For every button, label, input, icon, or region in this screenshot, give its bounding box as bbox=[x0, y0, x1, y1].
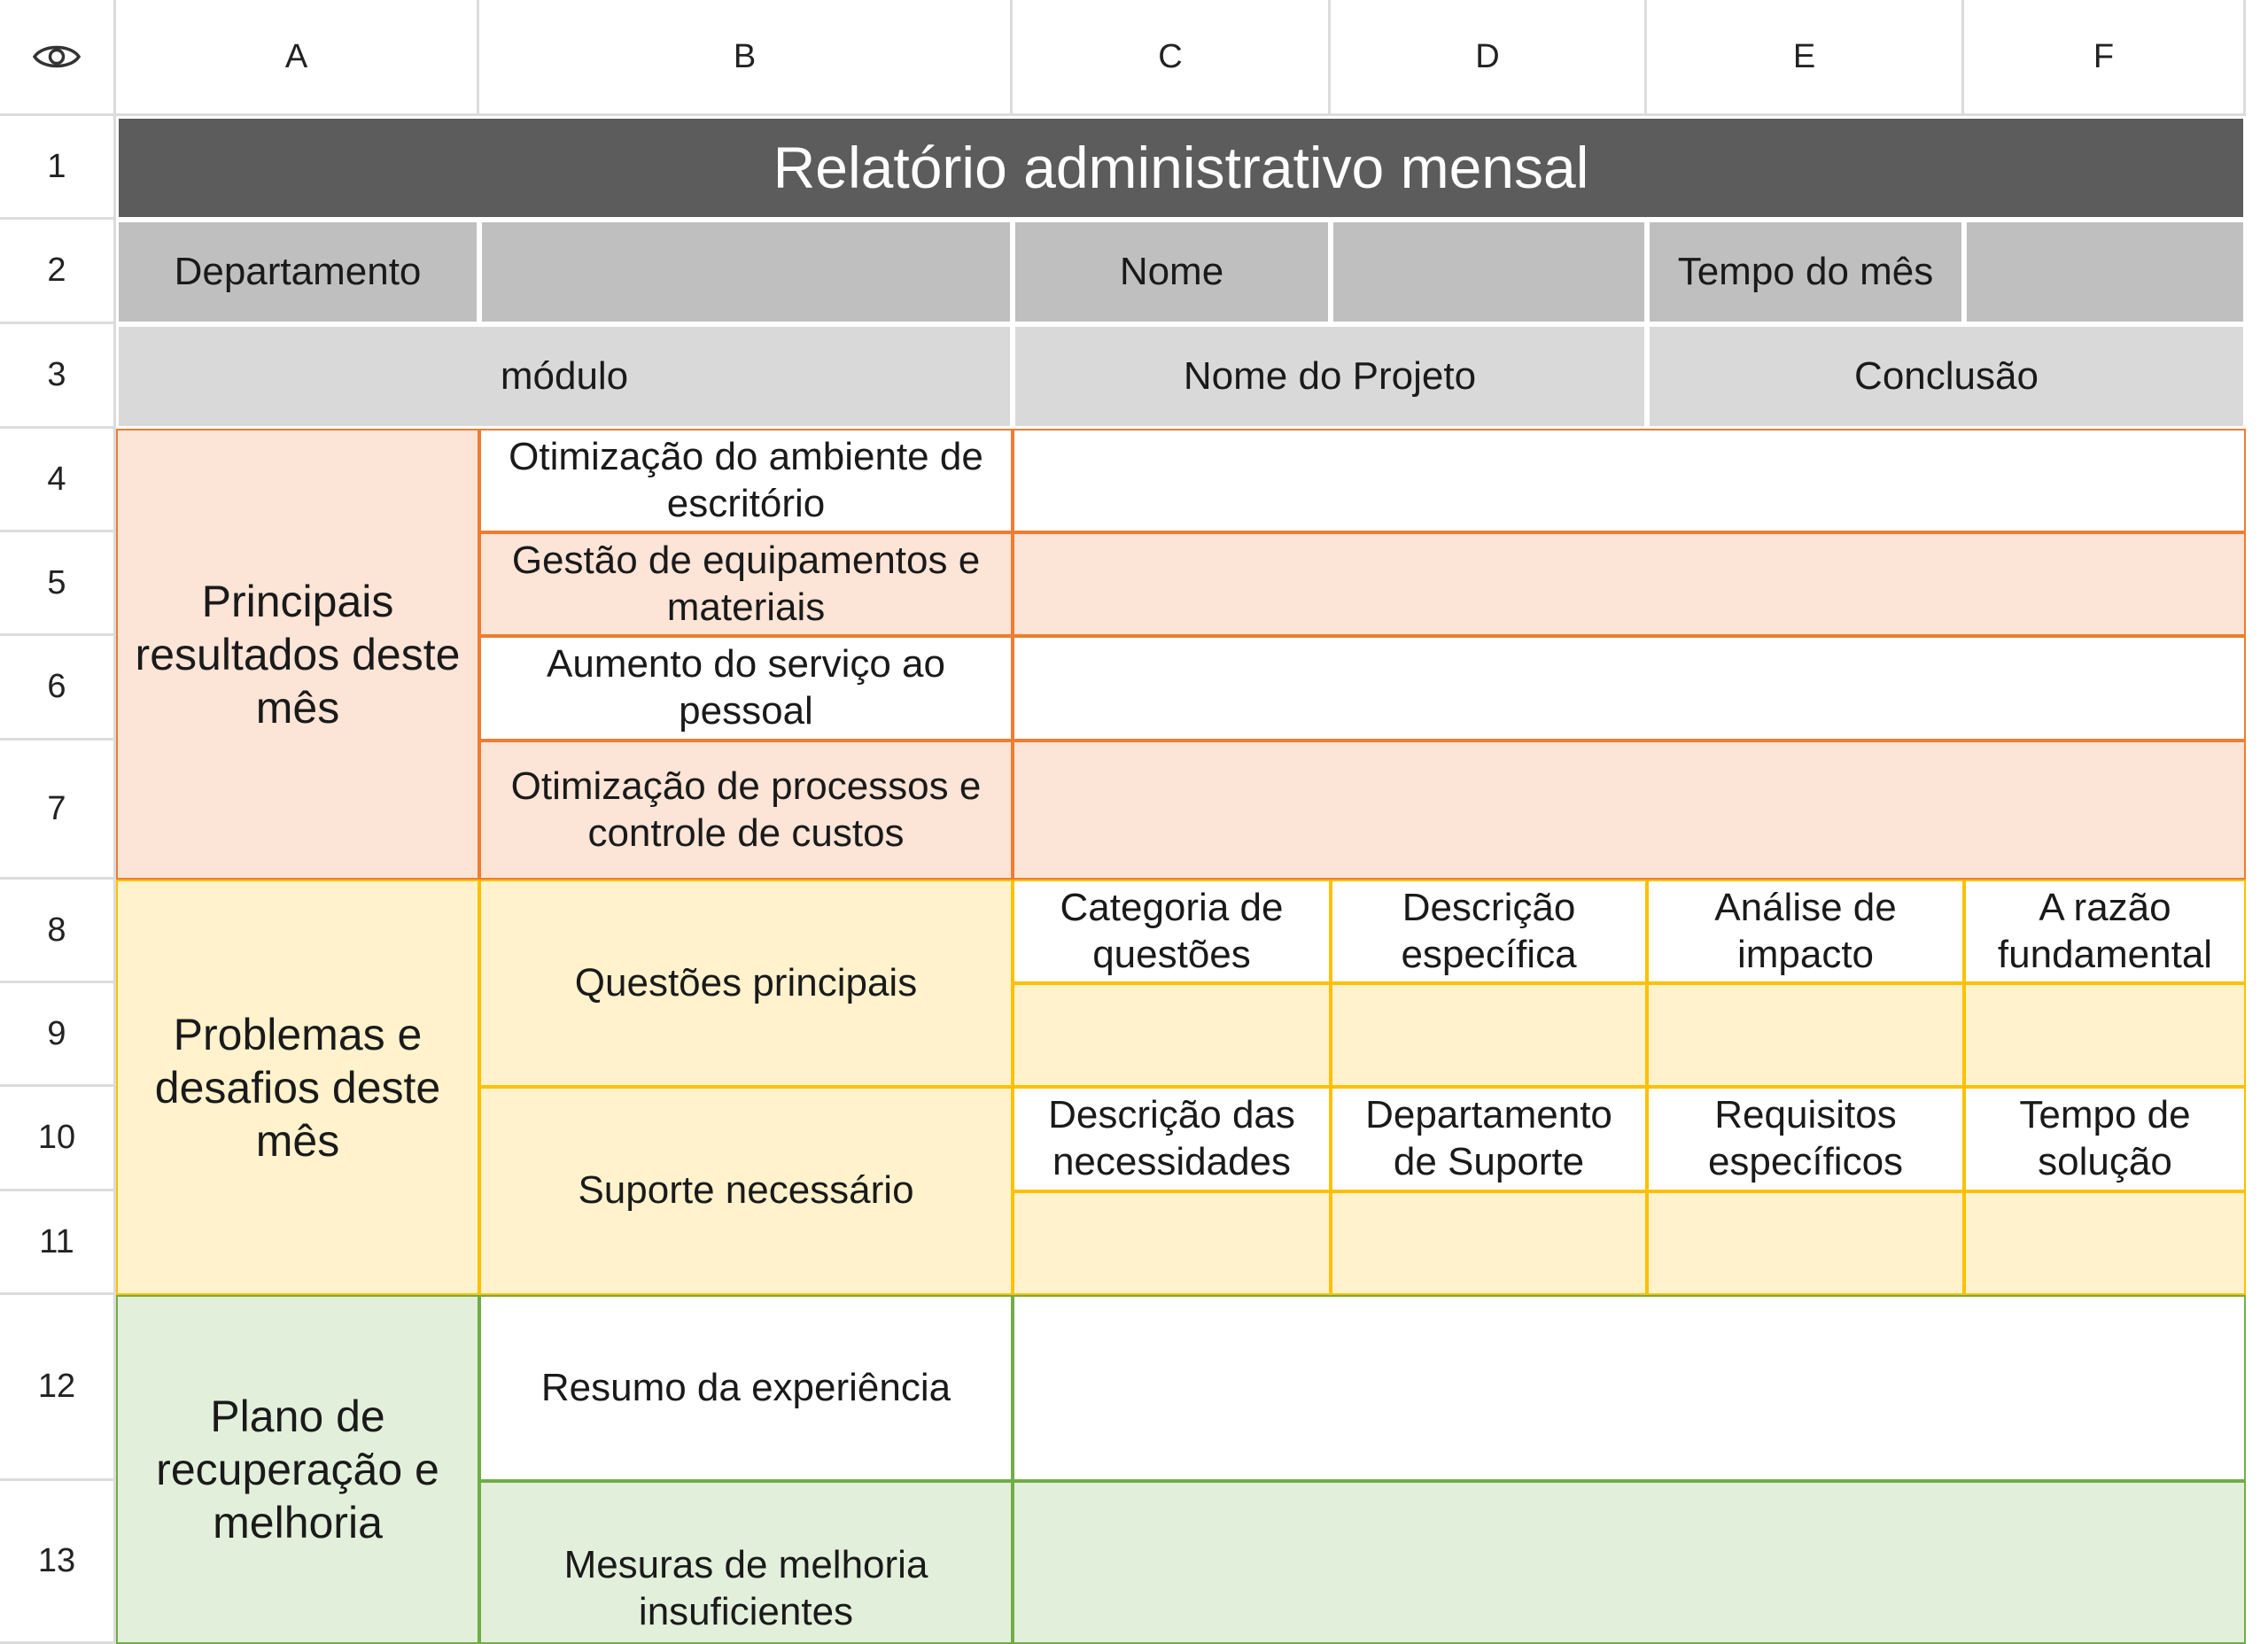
input-tempo[interactable] bbox=[1964, 220, 2246, 324]
questions-header[interactable]: Análise de impacto bbox=[1647, 880, 1964, 983]
row-header-9[interactable]: 9 bbox=[0, 983, 116, 1087]
questions-input-cell[interactable] bbox=[1331, 983, 1647, 1087]
row-header-13[interactable]: 13 bbox=[0, 1481, 116, 1644]
column-header-b[interactable]: B bbox=[479, 0, 1013, 116]
results-conclusion-cell[interactable] bbox=[1013, 532, 2246, 636]
questions-header[interactable]: A razão fundamental bbox=[1964, 880, 2246, 983]
plan-input-cell[interactable] bbox=[1013, 1481, 2246, 1644]
label-modulo[interactable]: módulo bbox=[116, 324, 1013, 429]
row-header-7[interactable]: 7 bbox=[0, 741, 116, 880]
questions-input-cell[interactable] bbox=[1647, 983, 1964, 1087]
section-results-label[interactable]: Principais resultados deste mês bbox=[116, 429, 479, 880]
column-header-a[interactable]: A bbox=[116, 0, 479, 116]
support-header[interactable]: Descrição das necessidades bbox=[1013, 1087, 1331, 1191]
results-item[interactable]: Aumento do serviço ao pessoal bbox=[479, 636, 1013, 741]
plan-input-cell[interactable] bbox=[1013, 1295, 2246, 1481]
column-header-c[interactable]: C bbox=[1013, 0, 1331, 116]
row-header-2[interactable]: 2 bbox=[0, 220, 116, 324]
row-header-10[interactable]: 10 bbox=[0, 1087, 116, 1191]
results-conclusion-cell[interactable] bbox=[1013, 636, 2246, 741]
questions-header[interactable]: Categoria de questões bbox=[1013, 880, 1331, 983]
results-conclusion-cell[interactable] bbox=[1013, 429, 2246, 532]
row-header-5[interactable]: 5 bbox=[0, 532, 116, 636]
label-nome-projeto[interactable]: Nome do Projeto bbox=[1013, 324, 1647, 429]
row-header-1[interactable]: 1 bbox=[0, 116, 116, 220]
results-item[interactable]: Otimização de processos e controle de custos bbox=[479, 741, 1013, 880]
input-departamento[interactable] bbox=[479, 220, 1013, 324]
column-header-d[interactable]: D bbox=[1331, 0, 1647, 116]
support-input-cell[interactable] bbox=[1013, 1191, 1331, 1295]
row-header-8[interactable]: 8 bbox=[0, 880, 116, 983]
results-item[interactable]: Gestão de equipamentos e materiais bbox=[479, 532, 1013, 636]
results-conclusion-cell[interactable] bbox=[1013, 741, 2246, 880]
section-problems-label[interactable]: Problemas e desafios deste mês bbox=[116, 880, 479, 1295]
support-input-cell[interactable] bbox=[1964, 1191, 2246, 1295]
row-header-6[interactable]: 6 bbox=[0, 636, 116, 741]
eye-icon bbox=[32, 41, 82, 73]
row-header-4[interactable]: 4 bbox=[0, 429, 116, 532]
results-item[interactable]: Otimização do ambiente de escritório bbox=[479, 429, 1013, 532]
support-header[interactable]: Departamento de Suporte bbox=[1331, 1087, 1647, 1191]
questions-input-cell[interactable] bbox=[1964, 983, 2246, 1087]
questions-input-cell[interactable] bbox=[1013, 983, 1331, 1087]
support-header[interactable]: Requisitos específicos bbox=[1647, 1087, 1964, 1191]
plan-item[interactable]: Mesuras de melhoria insuficientes bbox=[479, 1481, 1013, 1644]
section-plan-label[interactable]: Plano de recuperação e melhoria bbox=[116, 1295, 479, 1644]
questions-header[interactable]: Descrição específica bbox=[1331, 880, 1647, 983]
hide-show-toggle[interactable] bbox=[0, 0, 116, 116]
column-header-f[interactable]: F bbox=[1964, 0, 2246, 116]
support-input-cell[interactable] bbox=[1647, 1191, 1964, 1295]
row-header-12[interactable]: 12 bbox=[0, 1295, 116, 1481]
input-nome[interactable] bbox=[1331, 220, 1647, 324]
row-header-11[interactable]: 11 bbox=[0, 1191, 116, 1295]
support-label[interactable]: Suporte necessário bbox=[479, 1087, 1013, 1295]
column-header-e[interactable]: E bbox=[1647, 0, 1964, 116]
label-departamento[interactable]: Departamento bbox=[116, 220, 479, 324]
label-nome[interactable]: Nome bbox=[1013, 220, 1331, 324]
label-conclusao[interactable]: Conclusão bbox=[1647, 324, 2246, 429]
questions-label[interactable]: Questões principais bbox=[479, 880, 1013, 1087]
title-cell[interactable]: Relatório administrativo mensal bbox=[116, 116, 2246, 220]
support-input-cell[interactable] bbox=[1331, 1191, 1647, 1295]
row-header-3[interactable]: 3 bbox=[0, 324, 116, 429]
support-header[interactable]: Tempo de solução bbox=[1964, 1087, 2246, 1191]
label-tempo[interactable]: Tempo do mês bbox=[1647, 220, 1964, 324]
plan-item[interactable]: Resumo da experiência bbox=[479, 1295, 1013, 1481]
